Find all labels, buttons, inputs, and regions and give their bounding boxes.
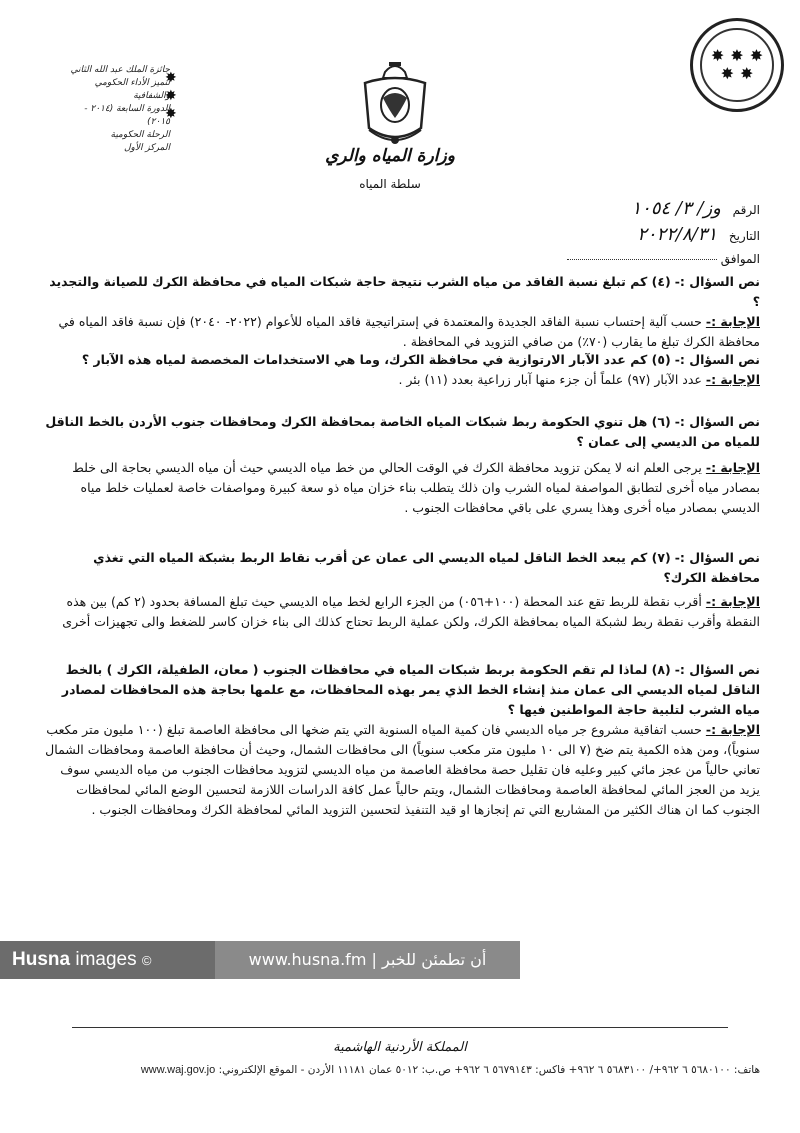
question: نص السؤال :- (٥) كم عدد الآبار الارتوازية في محافظة الكرك، وما هي الاستخدامات المخصصة لمياه هذه الآبار ؟: [81, 352, 760, 367]
answer: الإجابة :-حسب آلية إحتساب نسبة الفاقد الجديدة والمعتمدة في إستراتيجية فاقد المياه للأعوام (٢٠٢٢- ٢٠٤٠) فإن نسبة فاقد المياه في محافظة الكرك تبلغ ما يقارب (٧٠٪) من صافي التزويد في المحافظة .: [58, 314, 760, 349]
ref-number-line: [632, 198, 760, 219]
coat-of-arms-icon: [355, 58, 435, 153]
qa-block-4: [40, 272, 760, 352]
answer: الإجابة :-عدد الآبار (٩٧) علماً أن جزء منها آبار زراعية بعدد (١١) بئر .: [398, 372, 760, 387]
star-icon: ✸: [710, 45, 725, 65]
answer: الإجابة :-حسب اتفاقية مشروع جر مياه الديسي فان كمية المياه السنوية التي يتم ضخها الى محافظة العاصمة تبلغ (١٠٠ مليون متر مكعب سنوياً)، ومن هذه الكمية يتم ضخ (٧ الى ١٠ مليون متر مكعب سنوياً) الى محافظات الشمال، وحيث أن محافظة العاصمة ومحافظات الشمال تعاني حالياً من عجز مائي كبير وعليه فان تقليل حصة محافظة العاصمة من مياه الديسي لتزويد محافظات الجنوب من مياه الديسي سوف يزيد من العجز المائي لمحافظة العاصمة ومحافظات الشمال، ويتم حالياً عمل كافة الدراسات اللازمة لتحسين الوضع المائي لمحافظات الجنوب كما ان هناك الكثير من المشاريع التي تم إنجازها او قيد التنفيذ لتحسين التزويد المائي لمحافظة الكرك ومحافظات الجنوب .: [45, 722, 760, 817]
husna-brand: Husna images ©: [0, 941, 215, 979]
husna-slogan: www.husna.fm | أن تطمئن للخبر: [248, 950, 487, 969]
award-stars: [165, 68, 199, 124]
qa-block-8: [40, 660, 760, 820]
star-icon: ✸: [165, 106, 177, 122]
footer-website: www.waj.gov.jo: [140, 1064, 216, 1076]
ref-number-label: الرقم: [732, 203, 760, 217]
date-label: التاريخ: [728, 229, 760, 243]
quality-seal: [690, 18, 784, 112]
question: نص السؤال :- (٤) كم تبلغ نسبة الفاقد من مياه الشرب نتيجة حاجة شبكات المياه في محافظة الكرك للصيانة والتجديد ؟: [49, 274, 760, 309]
ministry-name: وزارة المياه والري: [325, 146, 455, 166]
question: نص السؤال :- (٧) كم يبعد الخط الناقل لمياه الديسي الى عمان عن أقرب نقاط الربط بشبكة المياه التي تغذي محافظة الكرك؟: [93, 550, 760, 585]
question: نص السؤال :- (٨) لماذا لم تقم الحكومة بربط شبكات المياه في محافظات الجنوب ( معان، الطفيلة، الكرك ) بالخط الناقل لمياه الديسي الى عمان منذ إنشاء الخط الذي يمر بهذه المحافظات، مع علمها بحاجة هذه المحافظات لمصادر مياه الشرب لتلبية حاجة المواطنين فيها ؟: [61, 662, 760, 717]
husna-watermark-banner: [0, 941, 520, 979]
star-icon: ✸: [720, 63, 734, 83]
star-icon: ✸: [749, 45, 764, 65]
star-icon: ✸: [165, 70, 177, 86]
seal-stars: [700, 28, 774, 102]
award-stamp-text: جائزة الملك عبد الله الثاني لتميز الأداء الحكومي والشفافية الدورة السابعة (٢٠١٤ - ٢٠١٥) الرحلة الحكومية المركز الأول: [70, 65, 170, 153]
correspond-line: [567, 252, 760, 266]
footer-divider: [72, 1027, 728, 1028]
authority-name: سلطة المياه: [359, 177, 421, 191]
correspond-label: الموافق: [720, 252, 760, 266]
footer-kingdom: المملكة الأردنية الهاشمية: [333, 1040, 467, 1055]
ref-number-value: وز/ ٣/ ١٠٥٤: [631, 198, 721, 219]
qa-block-6: [40, 412, 760, 518]
answer: الإجابة :-يرجى العلم انه لا يمكن تزويد محافظة الكرك في الوقت الحالي من خط مياه الديسي حيث أن مياه الديسي بحاجة الى خلط بمصادر مياه أخرى لتطابق المواصفة لمياه الشرب وان ذلك يتطلب بناء خزان مياه ذو سعة كبيرة ومواصفات خاصة لعمليات خلط مياه الديسي بمصادر مياه أخرى وهذا يسري على باقي محافظات الجنوب .: [72, 460, 760, 515]
date-line: [637, 224, 760, 245]
question: نص السؤال :- (٦) هل تنوي الحكومة ربط شبكات المياه الخاصة بمحافظة الكرك ومحافظات جنوب الأردن بالخط الناقل للمياه من الديسي إلى عمان ؟: [45, 414, 760, 449]
qa-block-7: [40, 548, 760, 632]
date-value: ٢٠٢٢/٨/٣١: [637, 224, 718, 245]
answer: الإجابة :-أقرب نقطة للربط تقع عند المحطة (١٠٠+٠٥٦) من الجزء الرابع لخط مياه الديسي حيث تبلغ المسافة بحدود (٢ كم) بين هذه النقطة وأقرب نقطة ربط لشبكة المياه بمحافظة الكرك، ولكن عملية الربط تحتاج كذلك الى بناء خزان كاسر للضغط والى تجهيزات أخرى: [62, 594, 760, 629]
footer-contact: هاتف: ٥٦٨٠١٠٠ ٦ ٩٦٢+/ ٥٦٨٣١٠٠ ٦ ٩٦٢+ فاكس: ٥٦٧٩١٤٣ ٦ ٩٦٢+ ص.ب: ٥٠١٢ عمان ١١١٨١ الأردن - الموقع الإلكتروني: www.waj.gov.jo: [140, 1064, 760, 1076]
star-icon: ✸: [730, 45, 744, 65]
star-icon: ✸: [739, 63, 754, 83]
correspond-dots: [567, 259, 717, 260]
star-icon: ✸: [165, 88, 177, 104]
qa-block-5: [40, 350, 760, 390]
